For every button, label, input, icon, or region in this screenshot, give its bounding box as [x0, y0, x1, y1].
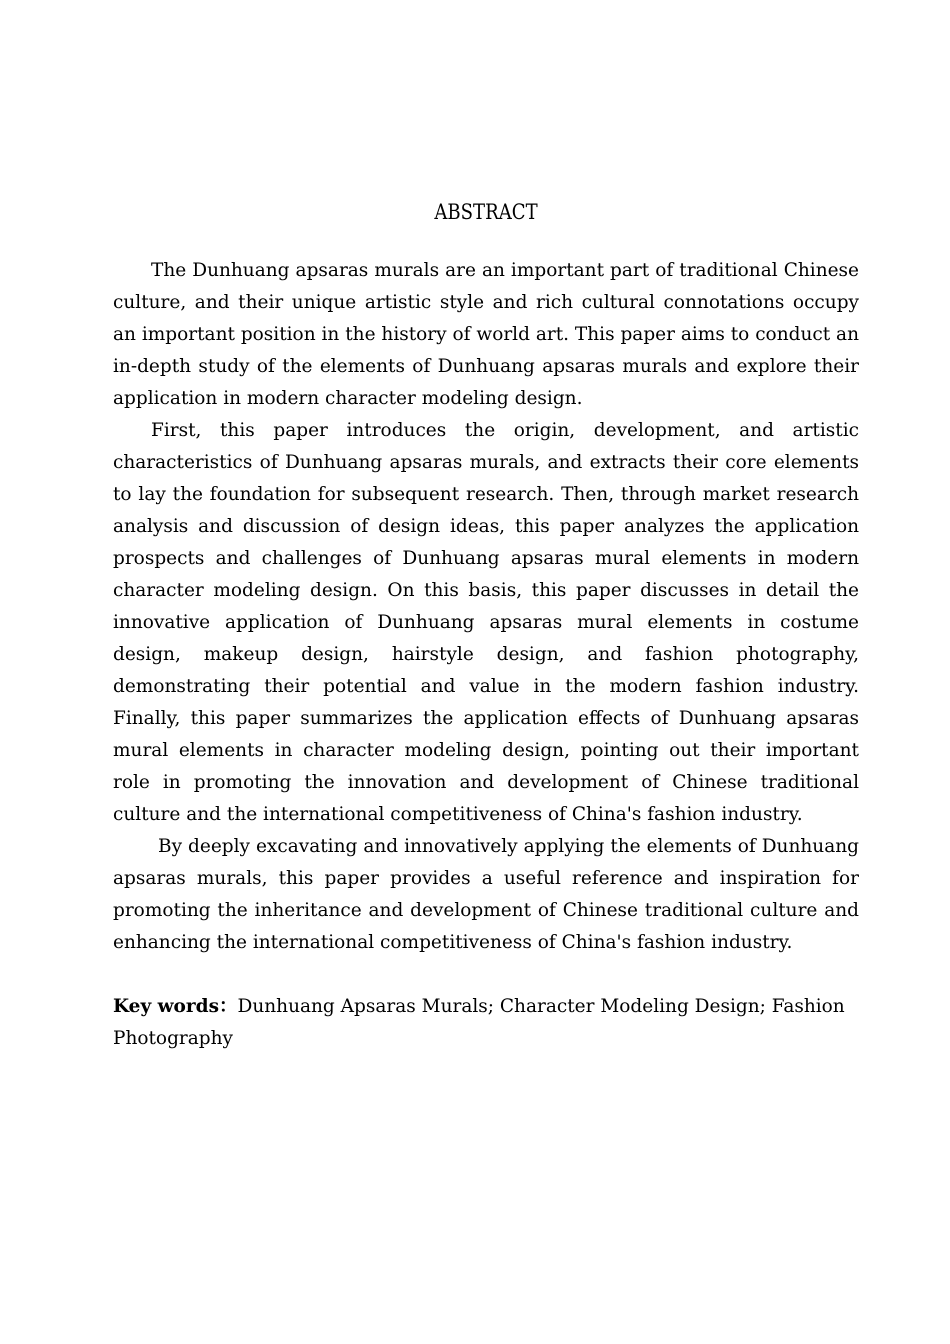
abstract-paragraph-2: First, this paper introduces the origin, development, and artistic characteristics of Dunhuang apsaras murals, and extracts their core elements to lay the foundation for subsequent research. Then, through market research analysis and discussion of design ideas, this paper analyzes the application prospects and challenges of Dunhuang apsaras mural elements in modern character modeling design. On this basis, this paper discusses in detail the innovative application of Dunhuang apsaras mural elements in costume design, makeup design, hairstyle design, and fashion photography, demonstrating their potential and value in the modern fashion industry. Finally, this paper summarizes the application effects of Dunhuang apsaras mural elements in character modeling design, pointing out their important role in promoting the innovation and development of Chinese traditional culture and the international competitiveness of China's fashion industry.: [113, 420, 859, 825]
abstract-page: [113, 196, 859, 1055]
keywords-line: [113, 991, 859, 1055]
abstract-title: ABSTRACT: [434, 200, 538, 224]
abstract-paragraph-3: By deeply excavating and innovatively applying the elements of Dunhuang apsaras murals, this paper provides a useful reference and inspiration for promoting the inheritance and development of Chinese traditional culture and enhancing the international competitiveness of China's fashion industry.: [113, 836, 859, 953]
abstract-paragraph-1: The Dunhuang apsaras murals are an important part of traditional Chinese culture, and their unique artistic style and rich cultural connotations occupy an important position in the history of world art. This paper aims to conduct an in-depth study of the elements of Dunhuang apsaras murals and explore their application in modern character modeling design.: [113, 260, 859, 409]
keywords-label: Key words：: [113, 996, 238, 1017]
keywords-text: Dunhuang Apsaras Murals; Character Modeling Design; Fashion Photography: [113, 996, 845, 1049]
